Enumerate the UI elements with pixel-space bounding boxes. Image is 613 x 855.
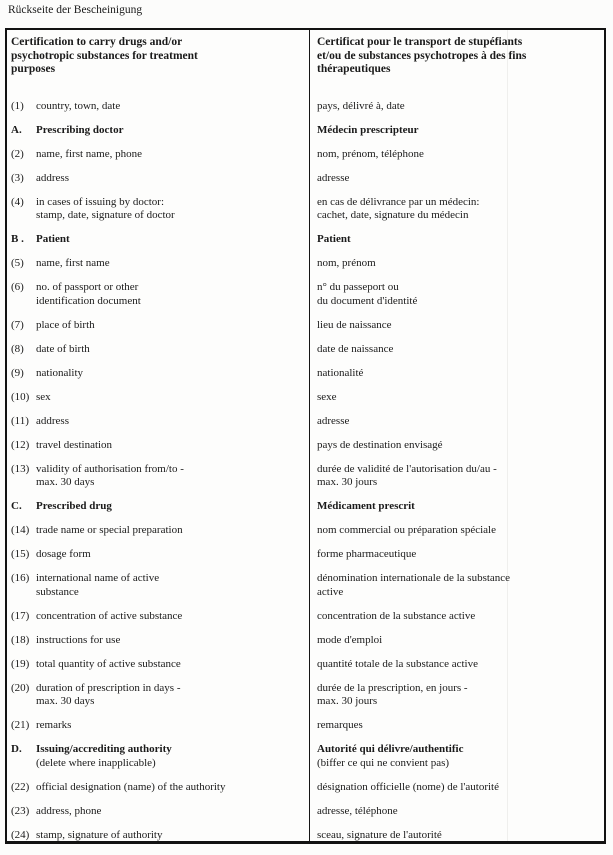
text-line: Médicament prescrit xyxy=(317,500,415,512)
text-line: address, phone xyxy=(36,804,102,817)
table-row xyxy=(7,743,604,770)
row-text-english xyxy=(36,439,299,453)
row-number: (4) xyxy=(11,195,24,208)
row-cell-english xyxy=(7,805,309,819)
table-row xyxy=(7,281,604,308)
text-line: nom commercial ou préparation spéciale xyxy=(317,524,496,536)
row-cell-english xyxy=(7,610,309,624)
text-line: stamp, date, signature of doctor xyxy=(36,209,175,221)
row-cell-english xyxy=(7,148,309,162)
row-cell-english xyxy=(7,281,309,308)
row-cell-english xyxy=(7,719,309,733)
row-text-english xyxy=(36,829,299,842)
text-line: validity of authorisation from/to - xyxy=(36,462,184,475)
text-line: adresse, téléphone xyxy=(317,804,398,817)
text-line: (delete where inapplicable) xyxy=(36,756,156,769)
row-number: (16) xyxy=(11,572,30,584)
row-text-french xyxy=(317,343,598,357)
row-cell-french xyxy=(309,124,604,138)
text-line: et/ou de substances psychotropes à des fins xyxy=(317,49,527,62)
row-cell-french xyxy=(309,743,604,770)
row-cell-french xyxy=(309,319,604,333)
text-line: Patient xyxy=(36,233,70,245)
table-row xyxy=(7,439,604,453)
row-text-french xyxy=(317,124,598,138)
table-row xyxy=(7,391,604,405)
text-line: travel destination xyxy=(36,438,113,451)
table-row xyxy=(7,233,604,247)
row-text-english xyxy=(36,805,299,819)
text-line: max. 30 days xyxy=(36,476,95,488)
text-line: remarques xyxy=(317,719,363,731)
table-row xyxy=(7,196,604,223)
row-cell-french xyxy=(309,281,604,308)
text-line: Prescribed drug xyxy=(36,500,112,512)
row-text-english xyxy=(36,100,299,114)
table-row xyxy=(7,257,604,271)
row-number: (13) xyxy=(11,462,30,475)
row-text-english xyxy=(36,743,299,770)
row-text-english xyxy=(36,257,299,271)
text-line: stamp, signature of authority xyxy=(36,828,163,841)
text-line: du document d'identité xyxy=(317,294,418,307)
table-row xyxy=(7,829,604,842)
row-cell-english xyxy=(7,743,309,770)
text-line: active xyxy=(317,585,344,598)
table-row xyxy=(7,658,604,672)
table-row xyxy=(7,781,604,795)
text-line: nationality xyxy=(36,366,84,379)
header-cell-french xyxy=(309,36,604,77)
row-cell-english xyxy=(7,319,309,333)
row-text-french xyxy=(317,172,598,186)
table-row xyxy=(7,124,604,138)
table-row xyxy=(7,805,604,819)
row-number: (23) xyxy=(11,804,30,817)
row-text-english xyxy=(36,658,299,672)
text-line: name, first name xyxy=(36,257,110,269)
text-line: Certification to carry drugs and/or xyxy=(11,36,183,48)
text-line: mode d'emploi xyxy=(317,633,383,646)
row-text-french xyxy=(317,829,598,842)
row-cell-english xyxy=(7,634,309,648)
text-line: forme pharmaceutique xyxy=(317,548,417,560)
text-line: address xyxy=(36,171,69,184)
text-line: concentration of active substance xyxy=(36,609,183,622)
row-text-french xyxy=(317,281,598,308)
text-line: official designation (name) of the authority xyxy=(36,780,226,793)
text-line: place of birth xyxy=(36,318,95,331)
row-cell-french xyxy=(309,500,604,514)
row-number: (11) xyxy=(11,414,29,427)
row-text-english xyxy=(36,367,299,381)
row-cell-english xyxy=(7,233,309,247)
row-text-english xyxy=(36,682,299,709)
text-line: Patient xyxy=(317,233,351,245)
table-body xyxy=(7,30,604,841)
table-row xyxy=(7,319,604,333)
row-text-english xyxy=(36,281,299,308)
row-text-french xyxy=(317,439,598,453)
table-row xyxy=(7,548,604,562)
row-cell-french xyxy=(309,172,604,186)
row-cell-english xyxy=(7,524,309,538)
row-cell-english xyxy=(7,196,309,223)
text-line: dosage form xyxy=(36,548,91,560)
row-cell-english xyxy=(7,658,309,672)
row-text-french xyxy=(317,391,598,405)
text-line: quantité totale de la substance active xyxy=(317,657,478,670)
row-text-french xyxy=(317,719,598,733)
row-number: (18) xyxy=(11,633,30,646)
table-row xyxy=(7,572,604,599)
row-text-english xyxy=(36,500,299,514)
row-text-french xyxy=(317,463,598,490)
row-cell-english xyxy=(7,781,309,795)
row-text-french xyxy=(317,658,598,672)
row-text-english xyxy=(36,196,299,223)
text-line: max. 30 jours xyxy=(317,476,378,488)
row-number: (12) xyxy=(11,438,30,451)
table-row xyxy=(7,682,604,709)
row-number: (20) xyxy=(11,681,30,694)
row-cell-english xyxy=(7,439,309,453)
row-text-english xyxy=(36,343,299,357)
text-line: n° du passeport ou xyxy=(317,281,399,293)
table-row xyxy=(7,610,604,624)
row-cell-french xyxy=(309,719,604,733)
row-number: (21) xyxy=(11,719,30,731)
text-line: pays, délivré à, date xyxy=(317,99,405,112)
row-number: (14) xyxy=(11,524,30,536)
row-cell-french xyxy=(309,682,604,709)
table-row xyxy=(7,415,604,429)
row-text-english xyxy=(36,148,299,162)
header-text-english xyxy=(11,36,299,77)
row-cell-french xyxy=(309,524,604,538)
row-number: A. xyxy=(11,123,22,136)
text-line: max. 30 days xyxy=(36,695,95,707)
text-line: duration of prescription in days - xyxy=(36,681,181,694)
row-number: (9) xyxy=(11,366,24,379)
row-cell-english xyxy=(7,415,309,429)
row-cell-english xyxy=(7,343,309,357)
text-line: nom, prénom, téléphone xyxy=(317,147,424,160)
text-line: trade name or special preparation xyxy=(36,524,183,536)
text-line: cachet, date, signature du médecin xyxy=(317,209,469,221)
row-text-english xyxy=(36,391,299,405)
row-cell-english xyxy=(7,124,309,138)
row-text-french xyxy=(317,367,598,381)
text-line: nom, prénom xyxy=(317,257,376,269)
row-number: B . xyxy=(11,233,24,245)
row-number: (5) xyxy=(11,257,24,269)
row-text-french xyxy=(317,682,598,709)
row-cell-french xyxy=(309,439,604,453)
row-text-french xyxy=(317,524,598,538)
row-cell-english xyxy=(7,257,309,271)
text-line: max. 30 jours xyxy=(317,695,378,707)
row-text-english xyxy=(36,548,299,562)
text-line: psychotropic substances for treatment xyxy=(11,49,198,62)
row-text-english xyxy=(36,172,299,186)
row-text-french xyxy=(317,148,598,162)
row-text-english xyxy=(36,415,299,429)
text-line: en cas de délivrance par un médecin: xyxy=(317,195,480,208)
text-line: durée de validité de l'autorisation du/au - xyxy=(317,462,497,475)
row-text-french xyxy=(317,500,598,514)
row-text-french xyxy=(317,781,598,795)
row-text-english xyxy=(36,524,299,538)
row-text-french xyxy=(317,233,598,247)
row-cell-english xyxy=(7,100,309,114)
text-line: Prescribing doctor xyxy=(36,123,124,136)
row-text-french xyxy=(317,100,598,114)
text-line: (biffer ce qui ne convient pas) xyxy=(317,756,450,769)
text-line: durée de la prescription, en jours - xyxy=(317,681,468,694)
table-row xyxy=(7,634,604,648)
text-line: date de naissance xyxy=(317,342,394,355)
text-line: thérapeutiques xyxy=(317,63,391,75)
row-number: (17) xyxy=(11,609,30,622)
table-row xyxy=(7,148,604,162)
certificate-table xyxy=(5,28,606,844)
row-cell-french xyxy=(309,196,604,223)
row-number: (24) xyxy=(11,828,30,841)
row-text-french xyxy=(317,548,598,562)
page-title: Rückseite der Bescheinigung xyxy=(8,4,143,16)
text-line: instructions for use xyxy=(36,633,121,646)
row-cell-french xyxy=(309,257,604,271)
text-line: désignation officielle (nome) de l'autorité xyxy=(317,780,499,793)
row-cell-french xyxy=(309,343,604,357)
row-text-english xyxy=(36,124,299,138)
text-line: no. of passport or other xyxy=(36,281,139,293)
text-line: nationalité xyxy=(317,366,364,379)
row-cell-french xyxy=(309,463,604,490)
row-text-french xyxy=(317,805,598,819)
row-text-english xyxy=(36,463,299,490)
table-header-row xyxy=(7,36,604,77)
text-line: sceau, signature de l'autorité xyxy=(317,828,442,841)
row-number: (7) xyxy=(11,318,24,331)
row-cell-english xyxy=(7,500,309,514)
text-line: purposes xyxy=(11,63,56,75)
text-line: adresse xyxy=(317,414,350,427)
table-row xyxy=(7,100,604,114)
text-line: country, town, date xyxy=(36,99,121,112)
row-cell-french xyxy=(309,367,604,381)
row-cell-french xyxy=(309,148,604,162)
row-text-english xyxy=(36,781,299,795)
row-text-french xyxy=(317,743,598,770)
header-cell-english xyxy=(7,36,309,77)
table-row xyxy=(7,719,604,733)
row-text-french xyxy=(317,610,598,624)
row-cell-english xyxy=(7,682,309,709)
text-line: in cases of issuing by doctor: xyxy=(36,195,165,208)
row-number: (2) xyxy=(11,147,24,160)
row-text-english xyxy=(36,610,299,624)
text-line: substance xyxy=(36,585,79,598)
row-cell-french xyxy=(309,100,604,114)
row-cell-french xyxy=(309,415,604,429)
text-line: international name of active xyxy=(36,572,160,584)
row-cell-french xyxy=(309,548,604,562)
table-row xyxy=(7,500,604,514)
row-cell-english xyxy=(7,172,309,186)
row-text-english xyxy=(36,233,299,247)
text-line: Autorité qui délivre/authentific xyxy=(317,743,464,755)
row-text-french xyxy=(317,572,598,599)
text-line: concentration de la substance active xyxy=(317,609,476,622)
row-cell-french xyxy=(309,572,604,599)
text-line: sexe xyxy=(317,390,337,403)
row-number: C. xyxy=(11,500,22,512)
text-line: date of birth xyxy=(36,342,90,355)
text-line: remarks xyxy=(36,719,72,731)
text-line: Médecin prescripteur xyxy=(317,123,419,136)
row-cell-french xyxy=(309,634,604,648)
text-line: dénomination internationale de la substance xyxy=(317,572,511,584)
row-number: (1) xyxy=(11,99,24,112)
row-cell-english xyxy=(7,548,309,562)
text-line: name, first name, phone xyxy=(36,147,142,160)
row-cell-english xyxy=(7,829,309,842)
row-text-english xyxy=(36,572,299,599)
row-number: (8) xyxy=(11,342,24,355)
row-number: (22) xyxy=(11,780,30,793)
text-line: identification document xyxy=(36,294,141,307)
table-row xyxy=(7,367,604,381)
table-row xyxy=(7,463,604,490)
text-line: adresse xyxy=(317,171,350,184)
row-text-english xyxy=(36,634,299,648)
table-row xyxy=(7,524,604,538)
row-text-french xyxy=(317,257,598,271)
row-cell-english xyxy=(7,572,309,599)
text-line: Issuing/accrediting authority xyxy=(36,743,172,755)
row-number: (15) xyxy=(11,548,30,560)
row-cell-french xyxy=(309,805,604,819)
text-line: total quantity of active substance xyxy=(36,657,181,670)
row-text-french xyxy=(317,415,598,429)
row-number: (3) xyxy=(11,171,24,184)
header-text-french xyxy=(317,36,598,77)
row-cell-english xyxy=(7,367,309,381)
row-cell-french xyxy=(309,233,604,247)
row-text-french xyxy=(317,634,598,648)
text-line: pays de destination envisagé xyxy=(317,438,443,451)
row-number: (19) xyxy=(11,657,30,670)
row-number: D. xyxy=(11,743,22,755)
row-number: (10) xyxy=(11,390,30,403)
row-cell-french xyxy=(309,658,604,672)
row-cell-french xyxy=(309,829,604,842)
row-cell-french xyxy=(309,391,604,405)
row-text-french xyxy=(317,196,598,223)
row-cell-french xyxy=(309,610,604,624)
row-text-english xyxy=(36,319,299,333)
row-text-english xyxy=(36,719,299,733)
row-text-french xyxy=(317,319,598,333)
row-cell-english xyxy=(7,463,309,490)
row-cell-french xyxy=(309,781,604,795)
text-line: sex xyxy=(36,390,51,403)
row-number: (6) xyxy=(11,281,24,293)
table-row xyxy=(7,343,604,357)
table-row xyxy=(7,172,604,186)
row-cell-english xyxy=(7,391,309,405)
text-line: Certificat pour le transport de stupéfiants xyxy=(317,36,523,48)
text-line: address xyxy=(36,414,69,427)
text-line: lieu de naissance xyxy=(317,318,392,331)
